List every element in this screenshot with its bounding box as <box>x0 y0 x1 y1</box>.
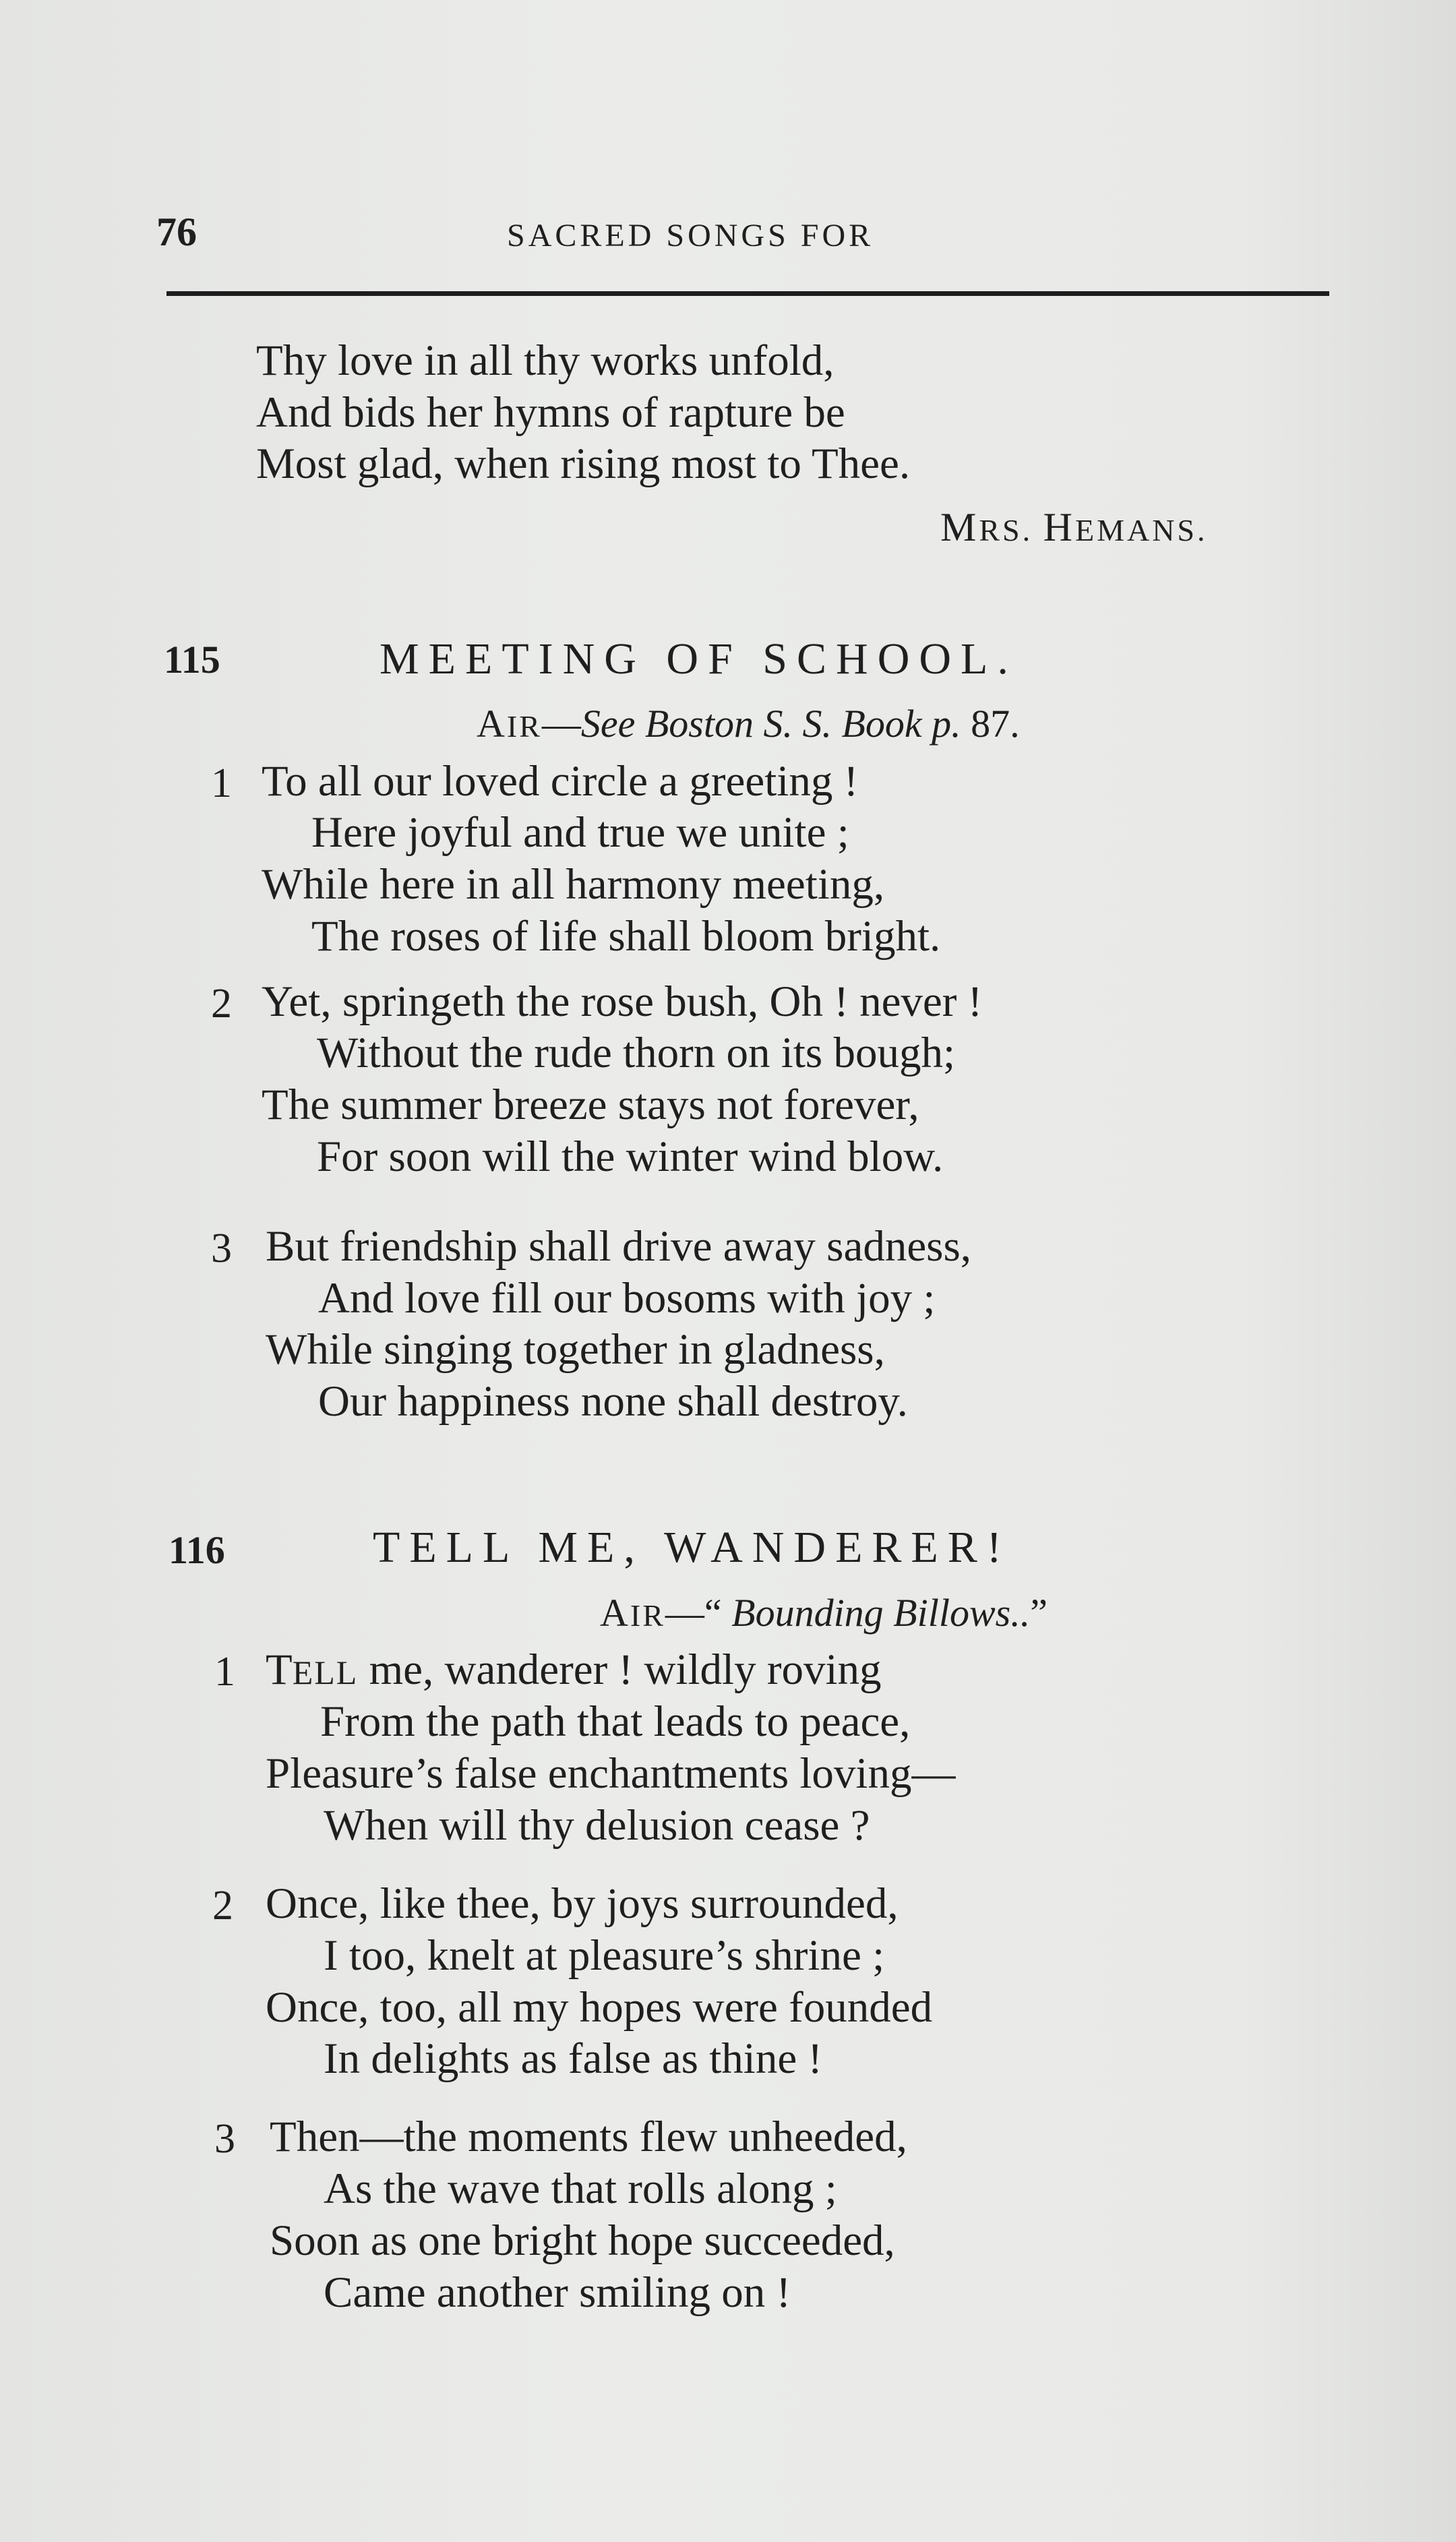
verse-line: Came another smiling on ! <box>324 2268 791 2317</box>
verse-line: Yet, springeth the rose bush, Oh ! never ! <box>262 977 983 1026</box>
verse-line: Here joyful and true we unite ; <box>311 808 849 857</box>
verse-number: 2 <box>212 1883 233 1929</box>
verse-number: 1 <box>211 760 232 806</box>
verse-line: In delights as false as thine ! <box>324 2034 823 2083</box>
verse-line: When will thy delusion cease ? <box>324 1801 870 1850</box>
hymn-title: MEETING OF SCHOOL. <box>380 634 1018 684</box>
verse-number: 1 <box>214 1649 235 1695</box>
verse-line: From the path that leads to peace, <box>320 1697 911 1746</box>
header-rule <box>166 291 1329 296</box>
verse-line: For soon will the winter wind blow. <box>317 1132 944 1181</box>
verse-number: 3 <box>214 2116 235 2162</box>
hymn-air: AIR—“ Bounding Billows..” <box>600 1591 1048 1635</box>
verse-line: But friendship shall drive away sadness, <box>266 1222 972 1271</box>
hymn-number: 116 <box>169 1528 225 1572</box>
verse-line: As the wave that rolls along ; <box>324 2165 837 2213</box>
verse-line: Our happiness none shall destroy. <box>318 1377 908 1426</box>
verse-line: While singing together in gladness, <box>266 1325 885 1374</box>
verse-number: 3 <box>211 1225 232 1271</box>
verse-line: The summer breeze stays not forever, <box>262 1081 919 1129</box>
running-title: SACRED SONGS FOR <box>507 218 874 253</box>
verse-line: Once, like thee, by joys surrounded, <box>266 1879 899 1928</box>
prev-line-2: And bids her hymns of rapture be <box>256 388 845 437</box>
hymn-air: AIR—See Boston S. S. Book p. 87. <box>477 702 1020 746</box>
hymn-number: 115 <box>164 638 220 682</box>
verse-line: Soon as one bright hope succeeded, <box>270 2216 895 2265</box>
verse-line: Once, too, all my hopes were founded <box>266 1983 933 2032</box>
verse-line: I too, knelt at pleasure’s shrine ; <box>324 1931 885 1980</box>
verse-line: And love fill our bosoms with joy ; <box>318 1274 936 1323</box>
verse-line: Without the rude thorn on its bough; <box>317 1029 956 1077</box>
hymn-title: TELL ME, WANDERER! <box>373 1523 1011 1572</box>
prev-line-1: Thy love in all thy works unfold, <box>256 336 835 385</box>
verse-line: TELL me, wanderer ! wildly roving <box>266 1645 882 1694</box>
verse-line: Pleasure’s false enchantments loving— <box>266 1749 956 1798</box>
page-number: 76 <box>156 210 197 254</box>
author-attribution: MRS. HEMANS. <box>940 505 1208 549</box>
prev-line-3: Most glad, when rising most to Thee. <box>256 440 911 488</box>
verse-line: Then—the moments flew unheeded, <box>270 2113 907 2161</box>
verse-line: While here in all harmony meeting, <box>262 860 885 909</box>
verse-line: To all our loved circle a greeting ! <box>262 757 859 806</box>
verse-line: The roses of life shall bloom bright. <box>311 912 941 961</box>
verse-number: 2 <box>211 981 232 1027</box>
